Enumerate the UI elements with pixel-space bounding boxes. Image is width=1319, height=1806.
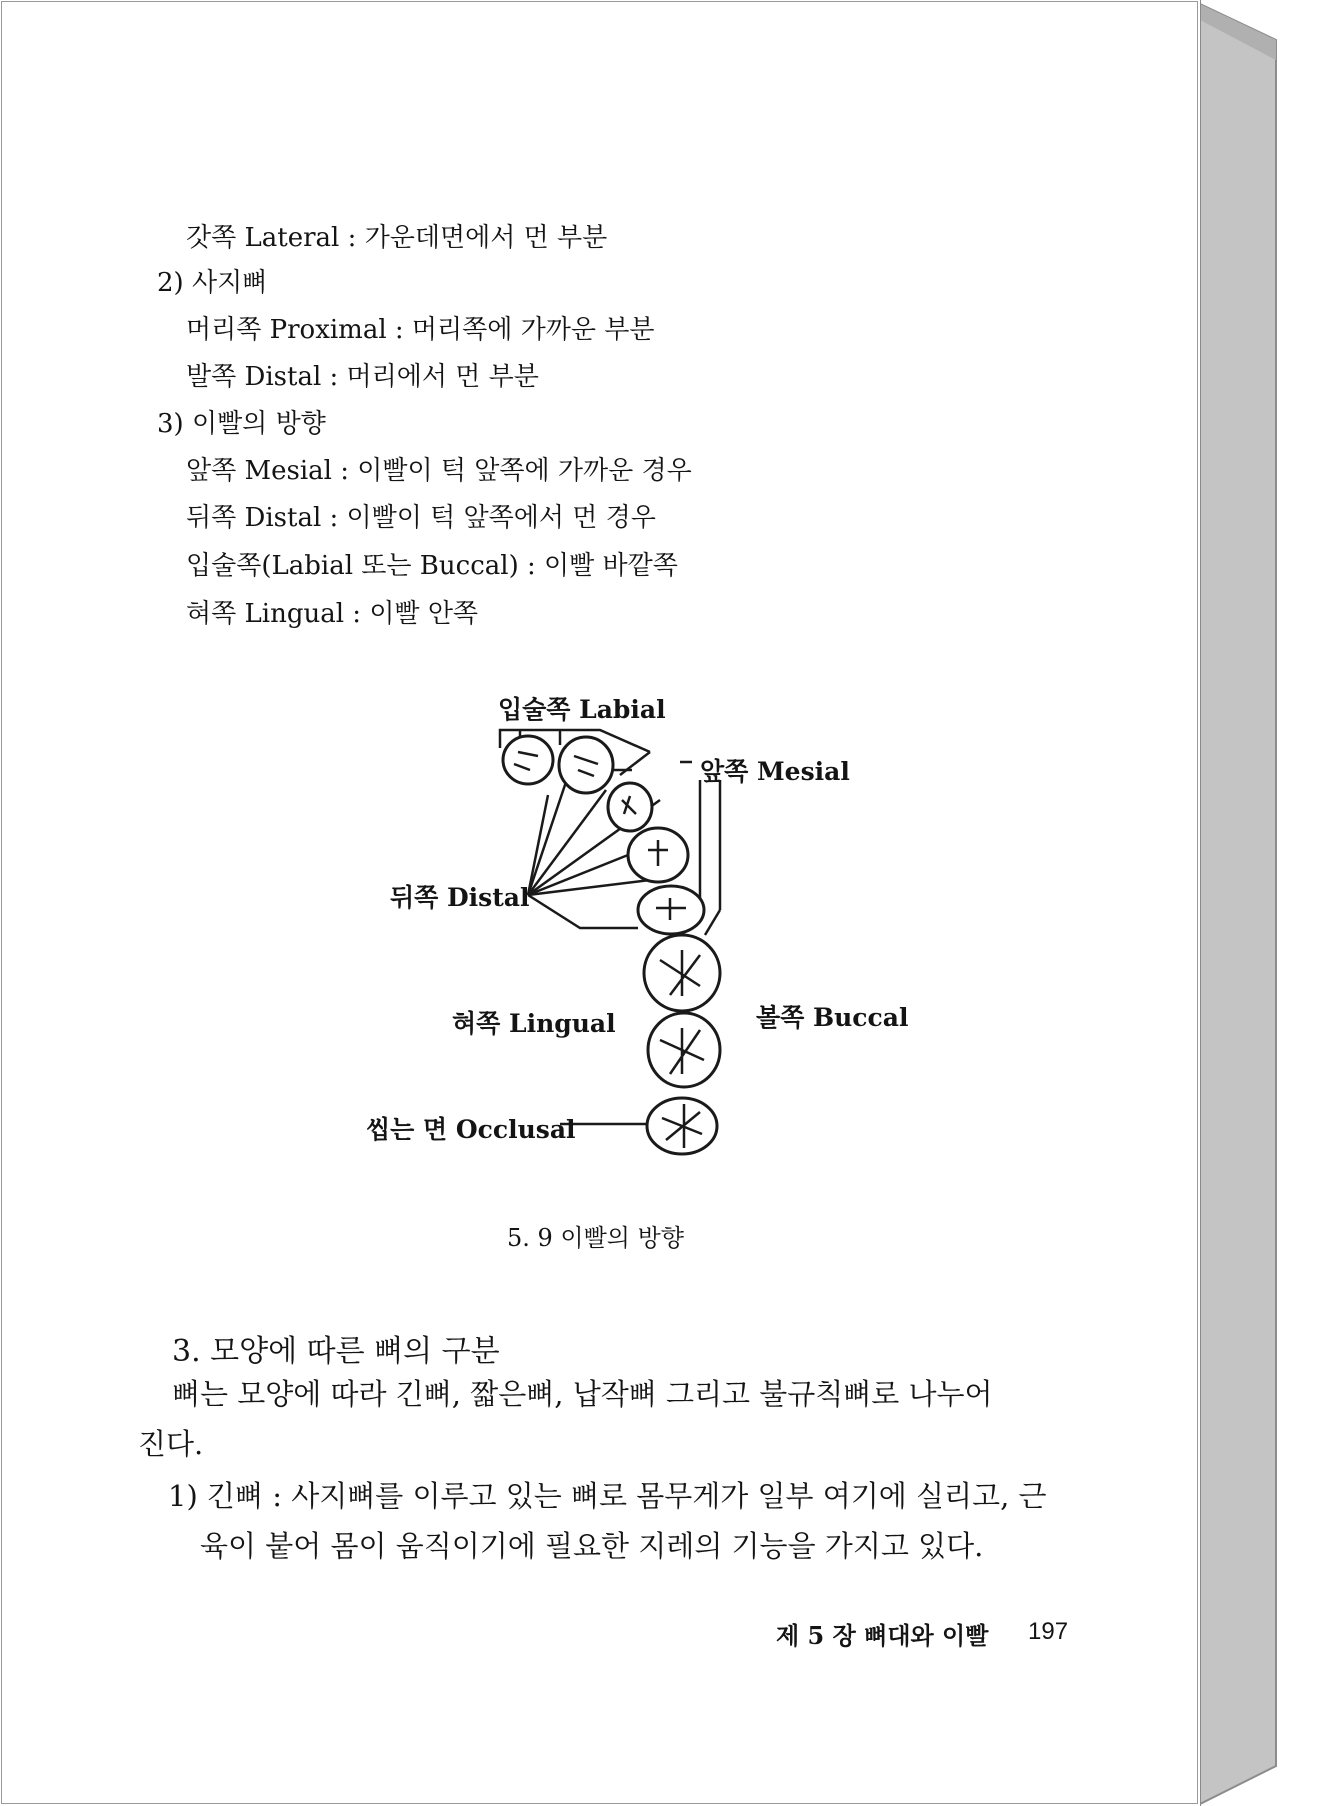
figure-caption: 5. 9 이빨의 방향 (507, 1224, 684, 1252)
footer-chapter: 제 5 장 뼈대와 이빨 (776, 1621, 989, 1650)
paragraph-line: 뼈는 모양에 따라 긴뼈, 짧은뼈, 납작뼈 그리고 불규칙뼈로 나누어 (172, 1377, 993, 1411)
label-distal: 뒤쪽 Distal (390, 883, 530, 912)
label-buccal: 볼쪽 Buccal (756, 1003, 909, 1032)
heading-teeth-direction: 3) 이빨의 방향 (157, 409, 326, 439)
label-occlusal: 씹는 면 Occlusal (366, 1115, 576, 1144)
label-labial: 입술쪽 Labial (498, 695, 666, 724)
heading-limbs: 2) 사지뼈 (157, 268, 268, 298)
section-title: 3. 모양에 따른 뼈의 구분 (172, 1334, 500, 1369)
text-mesial: 앞쪽 Mesial : 이빨이 턱 앞쪽에 가까운 경우 (186, 456, 692, 486)
text-proximal: 머리쪽 Proximal : 머리쪽에 가까운 부분 (186, 315, 655, 345)
text-lingual: 혀쪽 Lingual : 이빨 안쪽 (186, 599, 479, 629)
page-number: 197 (1028, 1618, 1069, 1645)
list-item-line: 1) 긴뼈 : 사지뼈를 이루고 있는 뼈로 몸무게가 일부 여기에 실리고, 근 (168, 1479, 1047, 1513)
text-labial: 입술쪽(Labial 또는 Buccal) : 이빨 바깥쪽 (186, 551, 678, 581)
label-lingual: 혀쪽 Lingual (452, 1009, 616, 1038)
list-item-line: 육이 붙어 몸이 움직이기에 필요한 지레의 기능을 가지고 있다. (200, 1529, 984, 1563)
label-mesial: 앞쪽 Mesial (700, 757, 850, 786)
text-lateral: 갓쪽 Lateral : 가운데면에서 먼 부분 (186, 223, 608, 253)
text-distal-limb: 발쪽 Distal : 머리에서 먼 부분 (186, 362, 539, 392)
paragraph-line: 진다. (138, 1427, 204, 1461)
text-distal-tooth: 뒤쪽 Distal : 이빨이 턱 앞쪽에서 먼 경우 (186, 503, 656, 533)
